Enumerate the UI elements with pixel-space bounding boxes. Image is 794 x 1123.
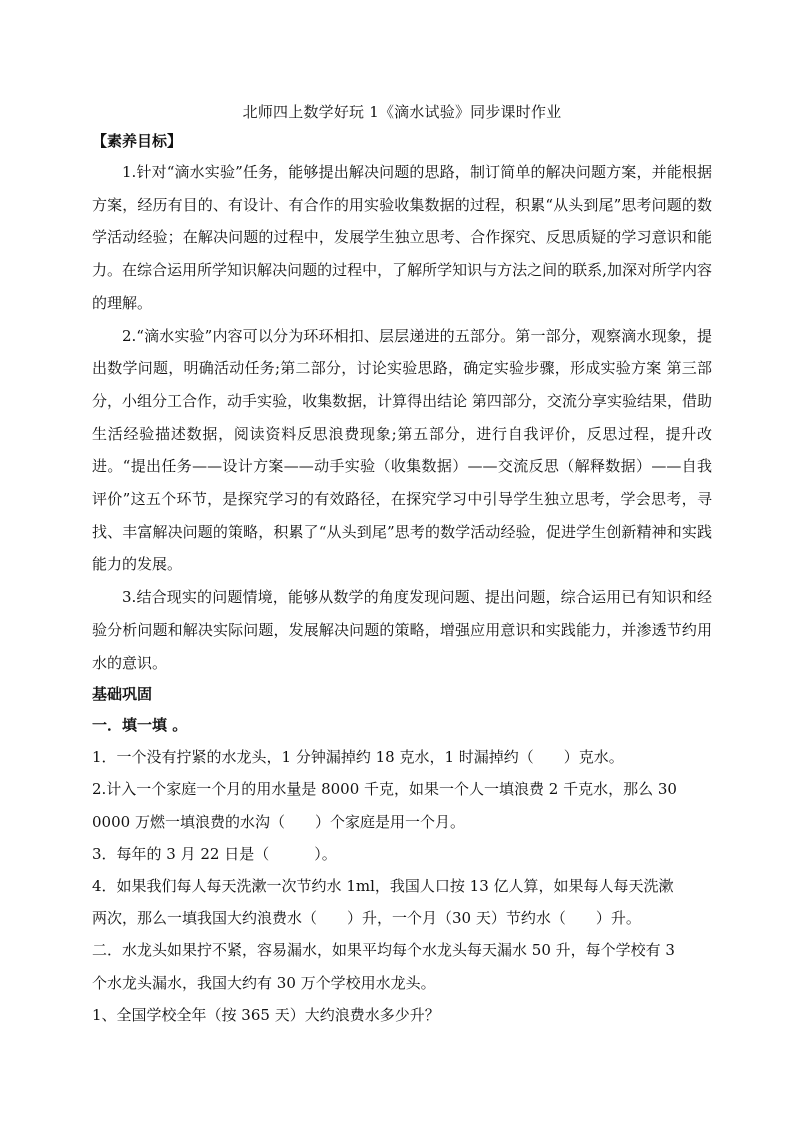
fill-item-3: 3．每年的 3 月 22 日是（ ）。 [92, 844, 337, 863]
part2-question-1: 1、全国学校全年（按 365 天）大约浪费水多少升？ [92, 1005, 440, 1024]
part2-problem-line-1: 二．水龙头如果拧不紧，容易漏水，如果平均每个水龙头每天漏水 50 升，每个学校有 3 [92, 941, 675, 960]
fill-item-4-line-2: 两次，那么一填我国大约浪费水（ ）升，一个月（30 天）节约水（ ）升。 [92, 909, 641, 928]
fill-in-heading: 一．填一填 。 [92, 716, 188, 735]
goal-paragraph-1: 1.针对“滴水实验”任务，能够提出解决问题的思路，制订简单的解决问题方案，并能根据方案，经历有目的、有设计、有合作的用实验收集数据的过程，积累“从头到尾”思考问题的数学活动经验；在解决问题的过程中，发展学生独立思考、合作探究、反思质疑的学习意识和能力。在综合运用所学知识解决问题的过程中，了解所学知识与方法之间的联系,加深对所学内容的理解。 [92, 163, 712, 312]
fill-item-4-line-1: 4．如果我们每人每天洗漱一次节约水 1ml，我国人口按 13 亿人算，如果每人每天洗漱 [92, 877, 674, 896]
fill-item-2-line-2: 0000 万燃一填浪费的水沟（ ）个家庭是用一个月。 [92, 812, 465, 831]
part2-problem-line-2: 个水龙头漏水，我国大约有 30 万个学校用水龙头。 [92, 973, 436, 992]
goal-paragraph-3: 3.结合现实的问题情境，能够从数学的角度发现问题、提出问题，综合运用已有知识和经验分析问题和解决实际问题，发展解决问题的策略，增强应用意识和实践能力，并渗透节约用水的意识。 [92, 588, 712, 672]
goals-heading: 【素养目标】 [92, 132, 183, 150]
fill-item-1: 1．一个没有拧紧的水龙头，1 分钟漏掉约 18 克水，1 时漏掉约（ ）克水。 [92, 748, 624, 767]
document-title: 北师四上数学好玩 1《滴水试验》同步课时作业 [242, 103, 562, 121]
document-body [92, 98, 712, 1031]
goal-paragraph-2: 2.“滴水实验”内容可以分为环环相扣、层层递进的五部分。第一部分，观察滴水现象，提出数学问题，明确活动任务;第二部分，讨论实验思路，确定实验步骤，形成实验方案 第三部分，小组分工合作，动手实验，收集数据，计算得出结论 第四部分，交流分享实验结果，借助生活经验描述数据，阅读资料反思浪费现象;第五部分，进行自我评价，反思过程，提升改进。“提出任务——设计方案——动手实验（收集数据）——交流反思（解释数据）——自我评价”这五个环节，是探究学习的有效路径，在探究学习中引导学生独立思考，学会思考，寻找、丰富解决问题的策略，积累了“从头到尾”思考的数学活动经验，促进学生创新精神和实践能力的发展。 [92, 326, 712, 574]
fill-item-2-line-1: 2.计入一个家庭一个月的用水量是 8000 千克，如果一个人一填浪费 2 千克水，那么 30 [92, 780, 677, 799]
basic-consolidation-heading: 基础巩固 [92, 685, 153, 704]
